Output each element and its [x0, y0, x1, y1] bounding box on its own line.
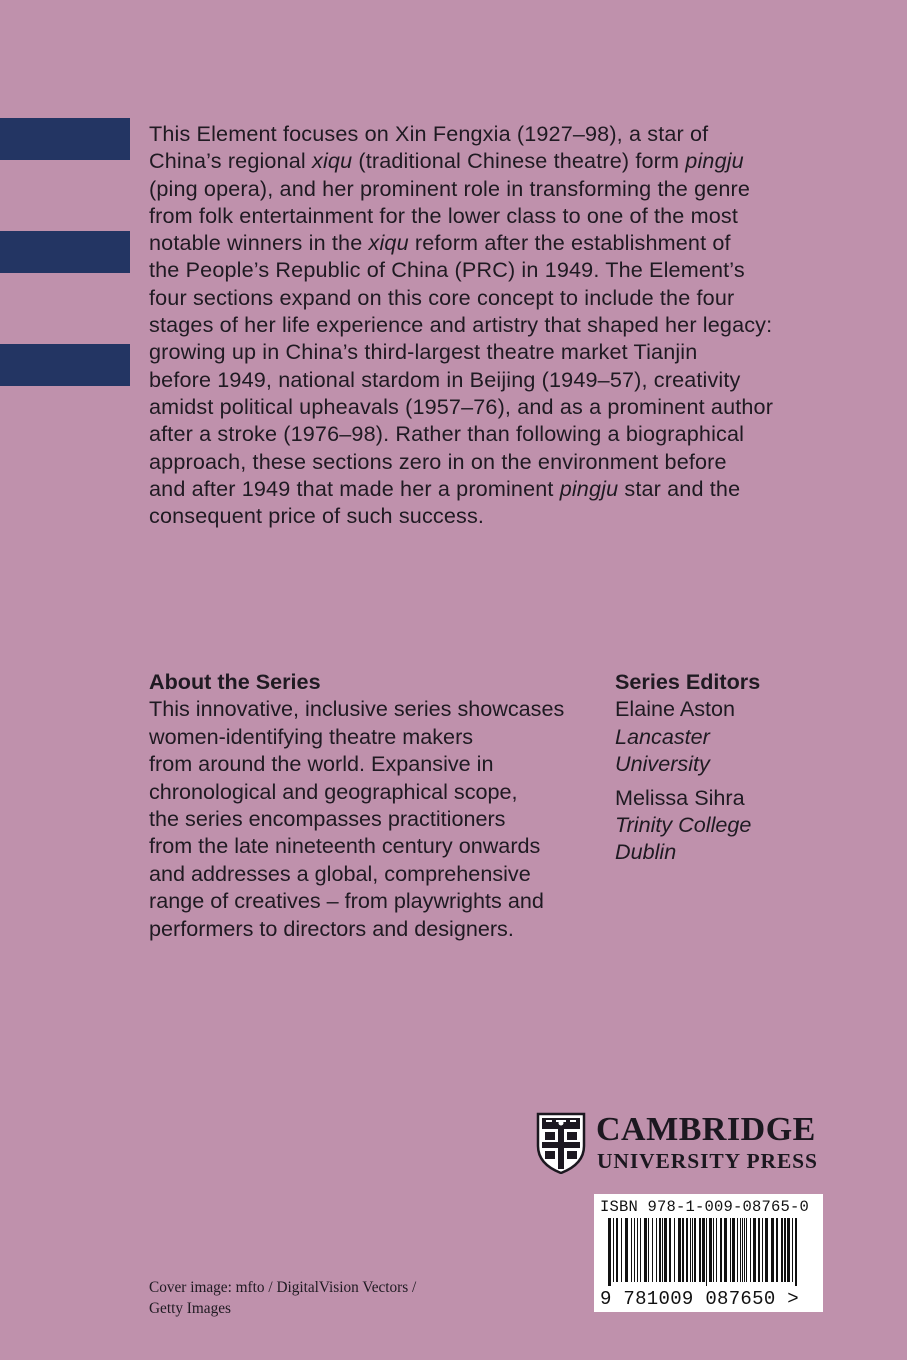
blurb-line [149, 175, 839, 202]
about-line: This innovative, inclusive series showcases [149, 696, 565, 722]
editor-name: Elaine Aston [615, 696, 736, 722]
blurb-text: from folk entertainment for the lower class to one of the most [149, 202, 738, 228]
blurb-text: stages of her life experience and artistry that shaped her legacy: [149, 312, 773, 338]
blurb-line [149, 311, 839, 338]
about-line: from around the world. Expansive in [149, 751, 494, 777]
publisher-logo [536, 1112, 836, 1176]
blurb-line [149, 366, 839, 393]
cambridge-shield-icon [536, 1112, 586, 1174]
editor-affiliation: Lancaster [615, 723, 710, 749]
series-editors-heading: Series Editors [615, 669, 761, 694]
credit-line: Getty Images [149, 1299, 231, 1317]
blurb-line [149, 338, 839, 365]
credit-line: Cover image: mfto / DigitalVision Vectors / [149, 1279, 417, 1296]
blurb-text: before 1949, national stardom in Beijing (1949–57), creativity [149, 366, 741, 392]
blurb-line [149, 502, 839, 529]
blurb-line [149, 448, 839, 475]
series-editors [615, 668, 815, 866]
blurb-text: China’s regional [149, 148, 313, 174]
blurb-line [149, 147, 839, 174]
editor-affiliation: Dublin [615, 839, 677, 865]
blurb-line [149, 256, 839, 283]
accent-bar-bottom [0, 344, 130, 386]
blurb-text: the People’s Republic of China (PRC) in 1949. The Element’s [149, 257, 745, 283]
publisher-name: CAMBRIDGE [596, 1111, 816, 1148]
blurb-text: This Element focuses on Xin Fengxia (1927–98), a star of [149, 121, 709, 146]
blurb-italic-term: xiqu [368, 230, 409, 256]
about-line: the series encompasses practitioners [149, 806, 506, 832]
about-line: from the late nineteenth century onwards [149, 833, 541, 859]
blurb-text: consequent price of such success. [149, 503, 485, 529]
isbn-label: ISBN 978-1-009-08765-0 [600, 1198, 810, 1216]
isbn-barcode [594, 1194, 823, 1312]
accent-bar-middle [0, 231, 130, 273]
about-line: chronological and geographical scope, [149, 778, 518, 804]
about-series [149, 668, 609, 942]
blurb-line [149, 475, 839, 502]
publisher-press: UNIVERSITY PRESS [597, 1149, 818, 1173]
barcode-number: 9 781009 087650 > [600, 1288, 799, 1310]
barcode-bars-icon [608, 1218, 804, 1286]
blurb-line [149, 202, 839, 229]
blurb-text: growing up in China’s third-largest theatre market Tianjin [149, 339, 698, 365]
blurb-text: four sections expand on this core concept to include the four [149, 284, 735, 310]
blurb-italic-term: pingju [559, 475, 619, 501]
about-line: performers to directors and designers. [149, 915, 514, 941]
blurb-line [149, 393, 839, 420]
cover-credit [149, 1278, 416, 1319]
blurb-line [149, 229, 839, 256]
blurb-text: after a stroke (1976–98). Rather than following a biographical [149, 421, 745, 447]
blurb-line [149, 420, 839, 447]
accent-bar-top [0, 118, 130, 160]
blurb-italic-term: xiqu [312, 148, 353, 174]
blurb-text: amidst political upheavals (1957–76), and as a prominent author [149, 393, 774, 419]
about-line: and addresses a global, comprehensive [149, 860, 531, 886]
about-line: range of creatives – from playwrights and [149, 888, 544, 914]
book-blurb [149, 120, 839, 529]
blurb-line [149, 120, 839, 147]
editor-name: Melissa Sihra [615, 784, 745, 810]
about-series-heading: About the Series [149, 669, 321, 694]
blurb-italic-term: pingju [685, 148, 744, 174]
blurb-text: (ping opera), and her prominent role in transforming the genre [149, 175, 751, 201]
editor-affiliation: University [615, 751, 710, 777]
blurb-text: approach, these sections zero in on the environment before [149, 448, 727, 474]
editor-affiliation: Trinity College [615, 812, 752, 838]
blurb-text: and after 1949 that made her a prominent [149, 475, 560, 501]
blurb-text: star and the [618, 475, 741, 501]
blurb-text: notable winners in the [149, 230, 369, 256]
blurb-line [149, 284, 839, 311]
blurb-text: reform after the establishment of [408, 230, 731, 256]
blurb-text: (traditional Chinese theatre) form [352, 148, 686, 174]
about-line: women-identifying theatre makers [149, 723, 474, 749]
